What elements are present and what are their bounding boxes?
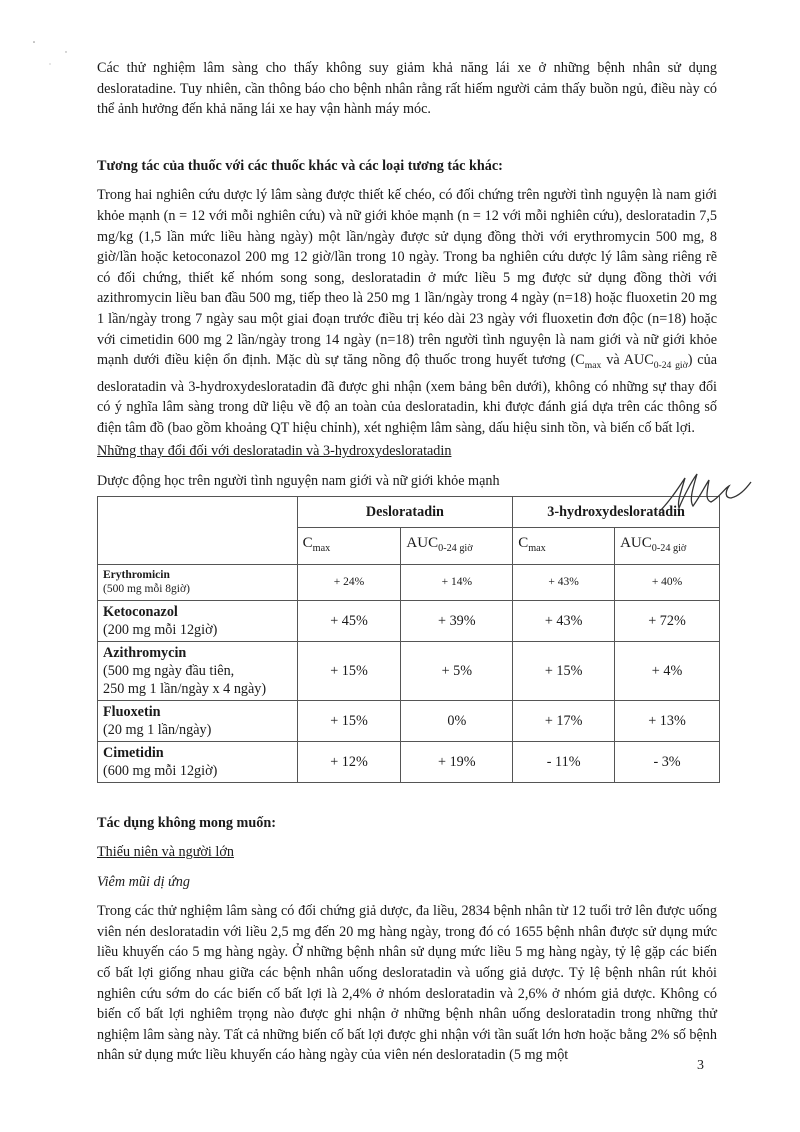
interactions-paragraph: Trong hai nghiên cứu dược lý lâm sàng được thiết kế chéo, có đối chứng trên người tình nguyện là nam giới khỏe mạnh (n = 12 với mỗi nghiên cứu) và nữ giới khỏe mạnh (n = 12 với mỗi nghiên cứu), desloratadin 7,5 mg/kg (1,5 lần mức liều hàng ngày) một lần/ngày được sử dụng đồng thời với erythromycin 500 mg, 8 giờ/lần hoặc ketoconazol 200 mg 12 giờ/lần trong 10 ngày. Trong ba nghiên cứu dược lý lâm sàng riêng rẽ có đối chứng, thiết kế nhóm song song, desloratadin ở mức liều 5 mg được sử dụng đồng thời với azithromycin liều ban đầu 500 mg, tiếp theo là 250 mg 1 lần/ngày trong 4 ngày (n=18) hoặc fluoxetin 20 mg 1 lần/ngày trong 7 ngày sau một giai đoạn trước điều trị kéo dài 23 ngày với fluoxetin đơn độc (n=18) hoặc với cimetidin 600 mg 2 lần/ngày trong 14 ngày (n=18) trên người tình nguyện là nam giới và nữ giới khỏe mạnh dưới điều kiện ổn định. Mặc dù sự tăng nồng độ thuốc trong huyết tương ($C_{max}$ và $AUC_{0-24 giờ}$) của desloratadin và 3-hydroxydesloratadin đã được ghi nhận (xem bảng bên dưới), không có những sự thay đổi có ý nghĩa lâm sàng trong dữ liệu về độ an toàn của desloratadin, khi được đánh giá dựa trên các thông số điện tâm đồ (bao gồm khoảng QT hiệu chỉnh), xét nghiệm lâm sàng, dấu hiệu sinh tồn, và biến cố bất lợi. [97,187,717,436]
value-cell: 0% [401,700,513,741]
table-corner-cell [98,496,298,564]
drug-cell: Ketoconazol (200 mg mỗi 12giờ) [98,600,298,641]
adverse-heading: Tác dụng không mong muốn: [97,814,276,831]
table-row [98,641,720,700]
page-number: 3 [697,1058,704,1073]
value-cell: + 12% [297,741,401,782]
header-cmax: $C_{max}$ [513,527,615,564]
table-row [98,700,720,741]
value-cell: - 11% [513,741,615,782]
header-auc: $AUC_{0-24 giờ}$ [401,527,513,564]
value-cell: + 40% [615,564,720,600]
value-cell: + 15% [513,641,615,700]
value-cell: + 15% [297,641,401,700]
drug-cell: Azithromycin (500 mg ngày đầu tiên, 250 mg 1 lần/ngày x 4 ngày) [98,641,298,700]
header-auc: $AUC_{0-24 giờ}$ [615,527,720,564]
value-cell: + 72% [615,600,720,641]
value-cell: + 43% [513,600,615,641]
value-cell: + 19% [401,741,513,782]
driving-paragraph: Các thử nghiệm lâm sàng cho thấy không suy giảm khả năng lái xe ở những bệnh nhân sử dụng desloratadine. Tuy nhiên, cần thông báo cho bệnh nhân rằng rất hiếm người cảm thấy buồn ngủ, điều này có thể ảnh hưởng đến khả năng lái xe hay vận hành máy móc. [97,60,717,118]
table-row [98,600,720,641]
interaction-table [97,496,720,783]
header-cmax: $C_{max}$ [297,527,401,564]
drug-cell: Fluoxetin (20 mg 1 lần/ngày) [98,700,298,741]
document-page [97,58,717,1066]
interactions-heading: Tương tác của thuốc với các thuốc khác và các loại tương tác khác: [97,157,503,174]
table-row [98,741,720,782]
handwritten-signature [655,468,755,518]
header-3-hydroxydesloratadin: 3-hydroxydesloratadin [513,496,720,527]
value-cell: - 3% [615,741,720,782]
drug-cell: Erythromicin (500 mg mỗi 8giờ) [98,564,298,600]
value-cell: + 45% [297,600,401,641]
table-row [98,564,720,600]
value-cell: + 13% [615,700,720,741]
pk-caption: Dược động học trên người tình nguyện nam giới và nữ giới khỏe mạnh [97,472,500,489]
scan-specks [28,38,88,78]
value-cell: + 14% [401,564,513,600]
header-desloratadin: Desloratadin [297,496,513,527]
value-cell: + 4% [615,641,720,700]
value-cell: + 39% [401,600,513,641]
adverse-paragraph: Trong các thử nghiệm lâm sàng có đối chứng giả dược, đa liều, 2834 bệnh nhân từ 12 tuổi trở lên được uống viên nén desloratadin với liều 2,5 mg đến 20 mg hàng ngày, trong đó có 1655 bệnh nhân được sử dụng mức liều khuyến cáo 5 mg hàng ngày. Ở những bệnh nhân sử dụng mức liều 5 mg hàng ngày, tỷ lệ gặp các biến cố bất lợi giống nhau giữa các bệnh nhân uống desloratadin và uống giả dược. Tỷ lệ bệnh nhân rút khỏi nghiên cứu sớm do các biến cố bất lợi là 2,4% ở nhóm desloratadin và 2,6% ở nhóm giả dược. Không có biến cố bất lợi nghiêm trọng nào được ghi nhận ở những bệnh nhân uống desloratadin trong những thử nghiệm lâm sàng này. Tất cả những biến cố bất lợi được ghi nhận với tần suất lớn hơn hoặc bằng 2% số bệnh nhân sử dụng mức liều khuyến cáo hàng ngày của viên nén desloratadin (5 mg một [97,903,717,1064]
value-cell: + 43% [513,564,615,600]
value-cell: + 15% [297,700,401,741]
value-cell: + 17% [513,700,615,741]
adverse-condition: Viêm mũi dị ứng [97,873,190,890]
adverse-subheading: Thiếu niên và người lớn [97,844,234,861]
value-cell: + 24% [297,564,401,600]
value-cell: + 5% [401,641,513,700]
drug-cell: Cimetidin (600 mg mỗi 12giờ) [98,741,298,782]
changes-title: Những thay đổi đối với desloratadin và 3-hydroxydesloratadin [97,443,452,460]
